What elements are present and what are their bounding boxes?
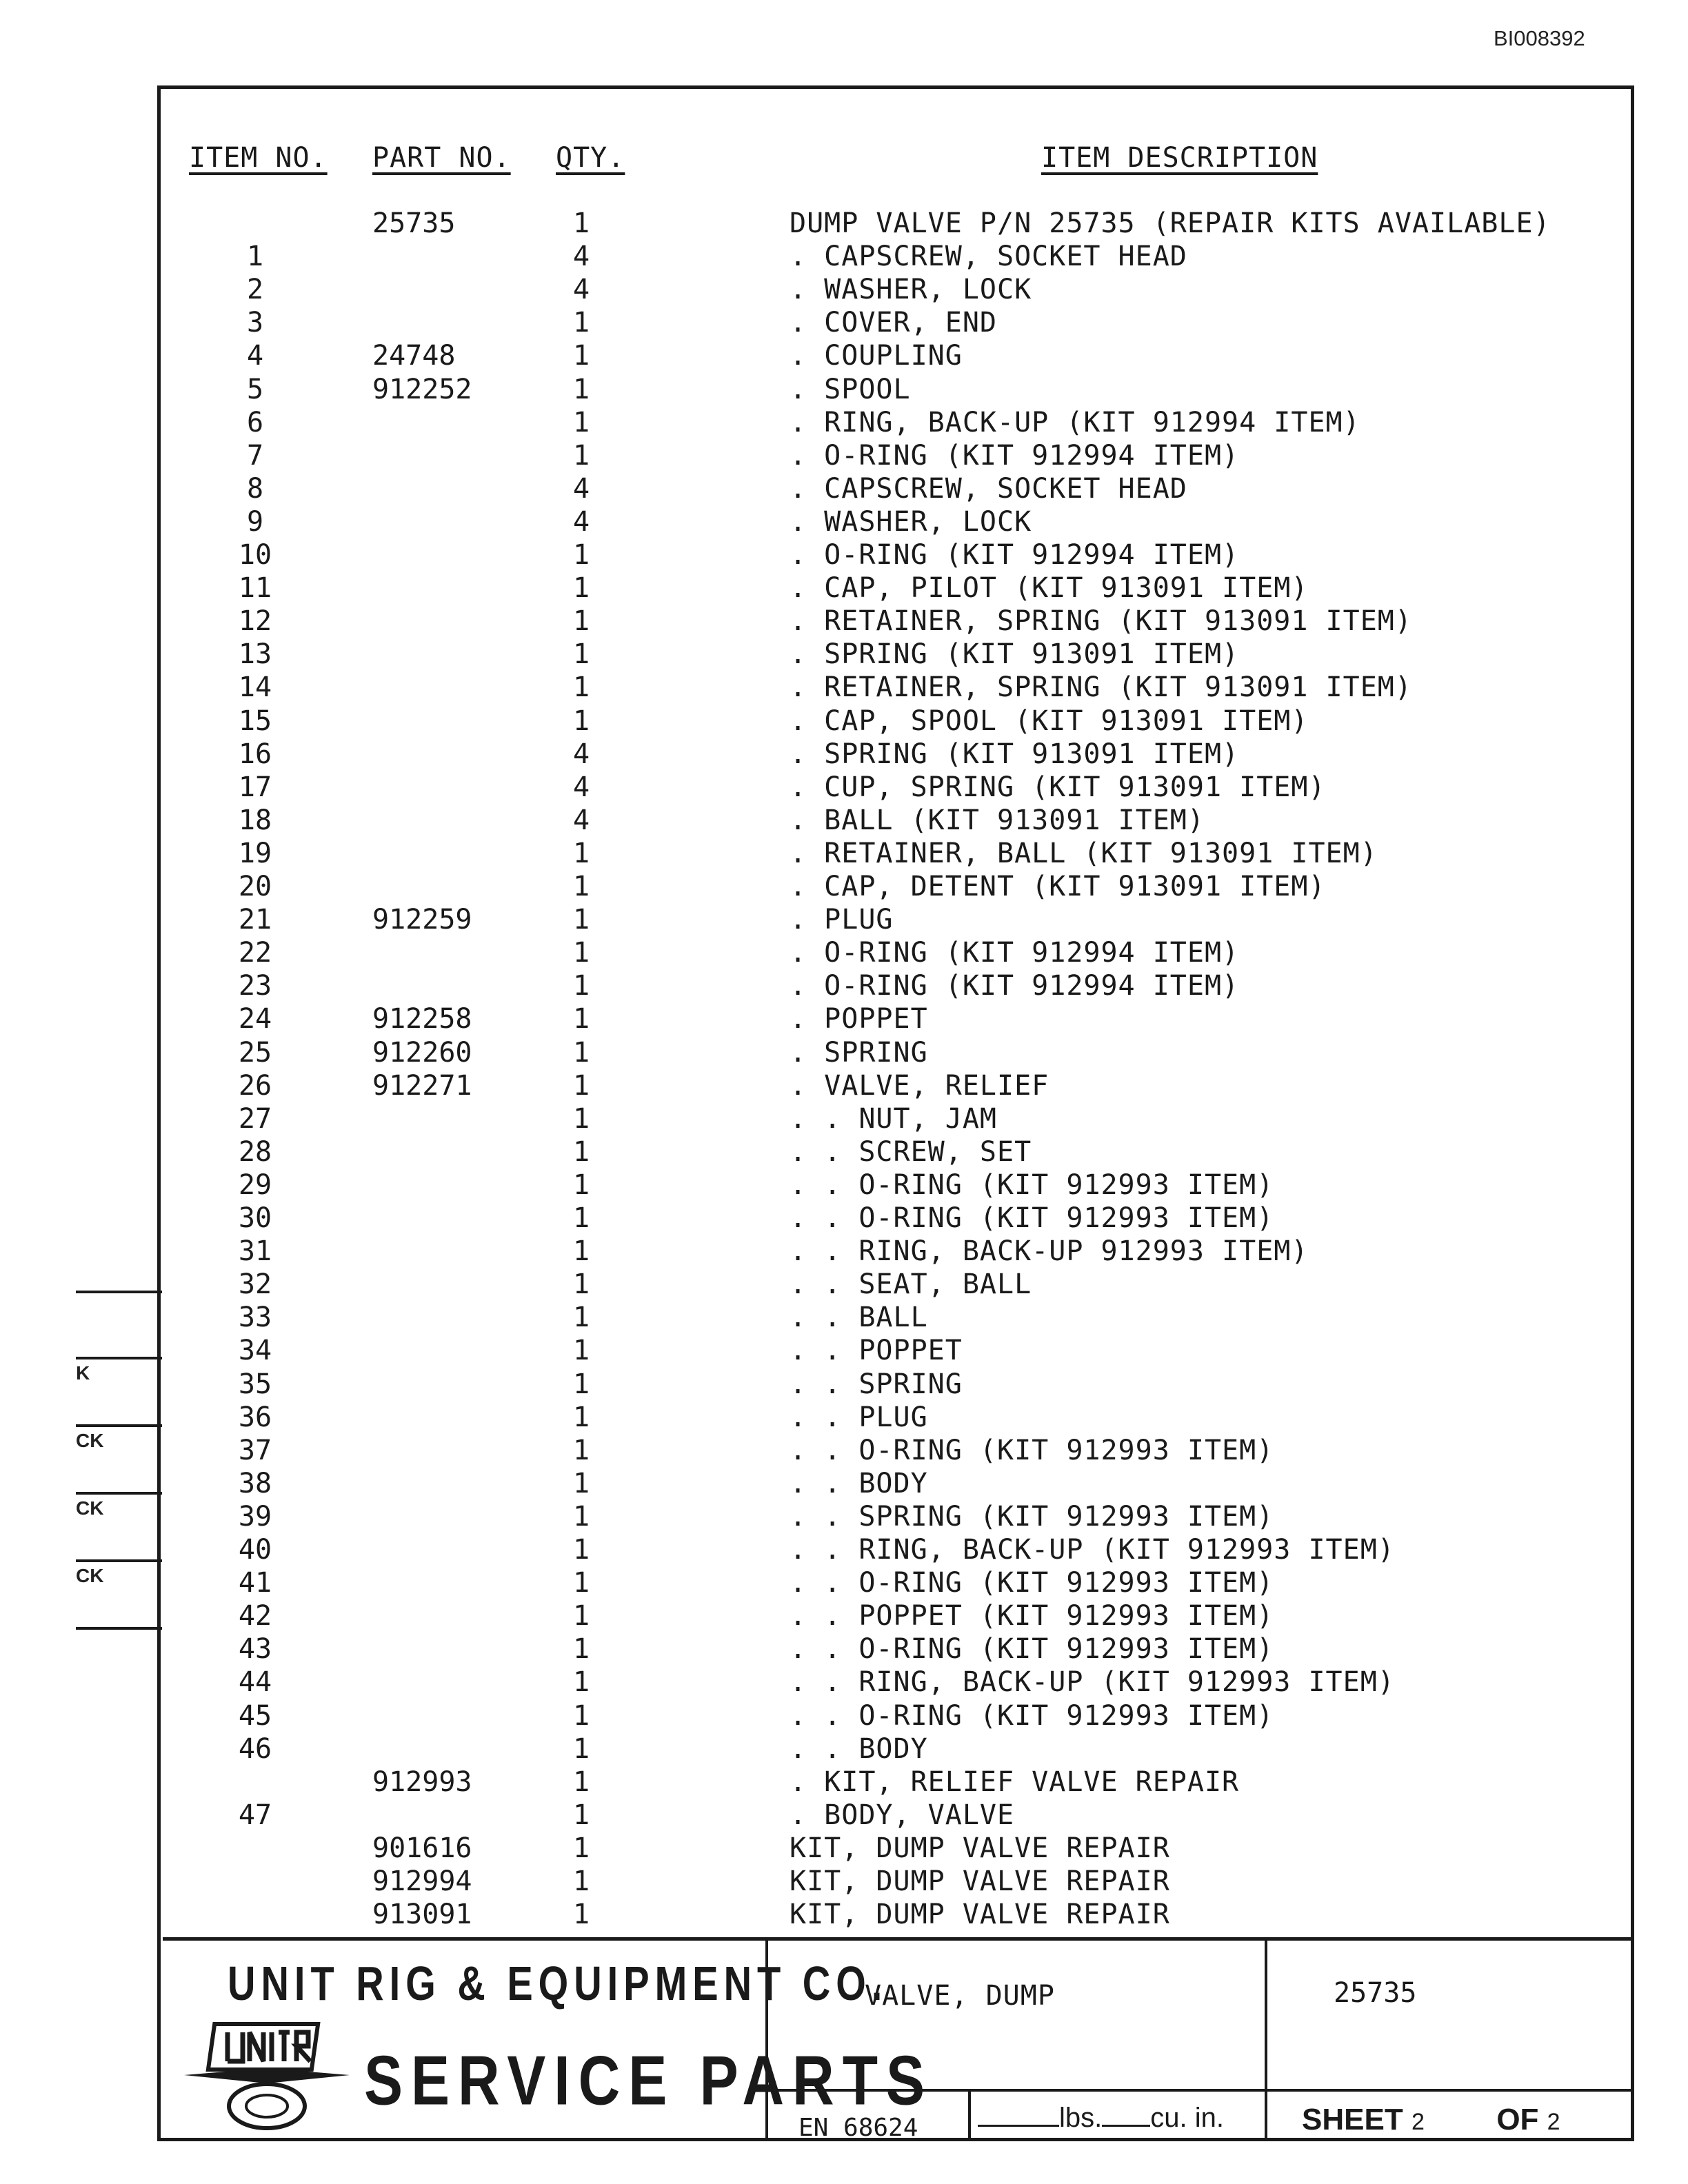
table-row xyxy=(0,870,1586,903)
quantity: 1 xyxy=(572,1501,590,1533)
table-row xyxy=(0,1898,1586,1931)
margin-mark: K xyxy=(76,1362,90,1384)
item-description: . RING, BACK-UP (KIT 912994 ITEM) xyxy=(790,407,1360,438)
item-number: 38 xyxy=(238,1468,272,1499)
quantity: 1 xyxy=(572,1633,590,1665)
quantity: 1 xyxy=(572,705,590,737)
of-label: OF xyxy=(1496,2103,1539,2136)
quantity: 4 xyxy=(572,771,590,803)
quantity: 1 xyxy=(572,1832,590,1864)
item-description: . CAP, PILOT (KIT 913091 ITEM) xyxy=(790,572,1309,604)
item-description: . . O-RING (KIT 912993 ITEM) xyxy=(790,1169,1274,1201)
item-description: . . NUT, JAM xyxy=(790,1103,997,1135)
margin-tick xyxy=(76,1627,162,1630)
quantity: 1 xyxy=(572,1799,590,1831)
item-number: 2 xyxy=(246,274,264,305)
part-number: 912994 xyxy=(372,1866,472,1897)
quantity: 1 xyxy=(572,1766,590,1798)
item-number: 45 xyxy=(238,1700,272,1732)
item-description: . . SCREW, SET xyxy=(790,1136,1032,1168)
quantity: 4 xyxy=(572,506,590,538)
quantity: 4 xyxy=(572,473,590,505)
sheet-info xyxy=(1302,2103,1560,2137)
quantity: 1 xyxy=(572,1899,590,1930)
table-row xyxy=(0,1500,1586,1533)
item-number: 42 xyxy=(238,1600,272,1632)
quantity: 1 xyxy=(572,1070,590,1102)
item-number: 43 xyxy=(238,1633,272,1665)
weight-volume-fields xyxy=(978,2103,1224,2134)
table-row xyxy=(0,505,1586,538)
item-description: KIT, DUMP VALVE REPAIR xyxy=(790,1832,1170,1864)
quantity: 1 xyxy=(572,1103,590,1135)
quantity: 1 xyxy=(572,1700,590,1732)
item-description: . . POPPET xyxy=(790,1335,963,1366)
item-description: . BALL (KIT 913091 ITEM) xyxy=(790,805,1205,836)
item-number: 21 xyxy=(238,904,272,936)
item-number: 37 xyxy=(238,1435,272,1466)
table-row xyxy=(0,373,1586,406)
item-description: . . SEAT, BALL xyxy=(790,1268,1032,1300)
item-number: 35 xyxy=(238,1368,272,1400)
item-description: . CUP, SPRING (KIT 913091 ITEM) xyxy=(790,771,1326,803)
header-part-no: PART NO. xyxy=(372,142,511,174)
quantity: 1 xyxy=(572,638,590,670)
item-description: . . POPPET (KIT 912993 ITEM) xyxy=(790,1600,1274,1632)
table-row xyxy=(0,240,1586,273)
item-number: 33 xyxy=(238,1302,272,1333)
margin-mark: CK xyxy=(76,1497,104,1519)
header-qty: QTY. xyxy=(556,142,625,174)
item-description: . . O-RING (KIT 912993 ITEM) xyxy=(790,1435,1274,1466)
item-description: . CAPSCREW, SOCKET HEAD xyxy=(790,473,1187,505)
sheet-label: SHEET xyxy=(1302,2103,1403,2136)
quantity: 1 xyxy=(572,340,590,372)
table-row xyxy=(0,1102,1586,1135)
item-description: . O-RING (KIT 912994 ITEM) xyxy=(790,539,1240,571)
quantity: 1 xyxy=(572,1202,590,1234)
header-item-description: ITEM DESCRIPTION xyxy=(1041,142,1318,174)
quantity: 1 xyxy=(572,407,590,438)
table-row xyxy=(0,1069,1586,1102)
item-number: 34 xyxy=(238,1335,272,1366)
item-description: . . PLUG xyxy=(790,1402,928,1433)
quantity: 1 xyxy=(572,1003,590,1035)
table-row xyxy=(0,1169,1586,1202)
margin-tick xyxy=(76,1559,162,1562)
item-description: . CAPSCREW, SOCKET HEAD xyxy=(790,241,1187,272)
item-description: . VALVE, RELIEF xyxy=(790,1070,1049,1102)
quantity: 4 xyxy=(572,738,590,770)
table-row xyxy=(0,1666,1586,1699)
quantity: 1 xyxy=(572,605,590,637)
table-row xyxy=(0,1566,1586,1599)
part-number: 901616 xyxy=(372,1832,472,1864)
quantity: 1 xyxy=(572,1268,590,1300)
item-number: 6 xyxy=(246,407,264,438)
item-description: . RETAINER, SPRING (KIT 913091 ITEM) xyxy=(790,671,1412,703)
item-description: . . RING, BACK-UP (KIT 912993 ITEM) xyxy=(790,1666,1395,1698)
margin-tick xyxy=(76,1357,162,1359)
part-number: 912993 xyxy=(372,1766,472,1798)
item-description: . SPRING (KIT 913091 ITEM) xyxy=(790,638,1240,670)
item-description: . . RING, BACK-UP (KIT 912993 ITEM) xyxy=(790,1534,1395,1566)
margin-tick xyxy=(76,1291,162,1293)
table-row xyxy=(0,1202,1586,1235)
header-item-no: ITEM NO. xyxy=(189,142,328,174)
item-description: DUMP VALVE P/N 25735 (REPAIR KITS AVAILABLE) xyxy=(790,208,1551,239)
cuin-label: cu. in. xyxy=(1150,2103,1224,2133)
item-number: 44 xyxy=(238,1666,272,1698)
quantity: 1 xyxy=(572,970,590,1002)
table-row xyxy=(0,1865,1586,1898)
table-row xyxy=(0,1467,1586,1500)
quantity: 1 xyxy=(572,1866,590,1897)
table-row xyxy=(0,936,1586,969)
table-row xyxy=(0,605,1586,638)
item-number: 22 xyxy=(238,937,272,969)
table-row xyxy=(0,472,1586,505)
quantity: 1 xyxy=(572,1666,590,1698)
quantity: 1 xyxy=(572,539,590,571)
item-number: 8 xyxy=(246,473,264,505)
quantity: 1 xyxy=(572,1302,590,1333)
table-row xyxy=(0,1401,1586,1434)
part-number: 912260 xyxy=(372,1037,472,1069)
item-number: 25 xyxy=(238,1037,272,1069)
quantity: 1 xyxy=(572,1169,590,1201)
item-description: . COVER, END xyxy=(790,307,997,338)
item-number: 46 xyxy=(238,1733,272,1765)
item-number: 14 xyxy=(238,671,272,703)
item-number: 9 xyxy=(246,506,264,538)
item-number: 28 xyxy=(238,1136,272,1168)
table-row xyxy=(0,903,1586,936)
table-row xyxy=(0,1135,1586,1169)
item-description: . BODY, VALVE xyxy=(790,1799,1015,1831)
item-description: KIT, DUMP VALVE REPAIR xyxy=(790,1866,1170,1897)
item-number: 41 xyxy=(238,1567,272,1599)
part-number: 913091 xyxy=(372,1899,472,1930)
table-row xyxy=(0,572,1586,605)
quantity: 1 xyxy=(572,1235,590,1267)
company-name: UNIT RIG & EQUIPMENT CO. xyxy=(228,1956,888,2010)
table-row xyxy=(0,804,1586,837)
item-number: 4 xyxy=(246,340,264,372)
quantity: 1 xyxy=(572,937,590,969)
table-row xyxy=(0,638,1586,671)
item-number: 26 xyxy=(238,1070,272,1102)
item-number: 27 xyxy=(238,1103,272,1135)
margin-mark: CK xyxy=(76,1565,104,1586)
table-row xyxy=(0,1334,1586,1367)
item-number: 1 xyxy=(246,241,264,272)
table-row xyxy=(0,1434,1586,1467)
quantity: 1 xyxy=(572,1037,590,1069)
item-number: 5 xyxy=(246,374,264,405)
item-number: 11 xyxy=(238,572,272,604)
quantity: 1 xyxy=(572,1567,590,1599)
item-description: . COUPLING xyxy=(790,340,963,372)
item-number: 16 xyxy=(238,738,272,770)
table-row xyxy=(0,1002,1586,1035)
quantity: 1 xyxy=(572,1402,590,1433)
quantity: 4 xyxy=(572,274,590,305)
item-description: KIT, DUMP VALVE REPAIR xyxy=(790,1899,1170,1930)
title-block-divider xyxy=(1265,1937,1267,2141)
quantity: 1 xyxy=(572,307,590,338)
item-number: 30 xyxy=(238,1202,272,1234)
table-row xyxy=(0,705,1586,738)
item-description: . CAP, DETENT (KIT 913091 ITEM) xyxy=(790,871,1326,902)
item-number: 15 xyxy=(238,705,272,737)
table-row xyxy=(0,738,1586,771)
quantity: 1 xyxy=(572,1534,590,1566)
item-number: 18 xyxy=(238,805,272,836)
part-number: 912271 xyxy=(372,1070,472,1102)
table-row xyxy=(0,837,1586,870)
total-sheets: 2 xyxy=(1547,2109,1560,2135)
item-description: . . O-RING (KIT 912993 ITEM) xyxy=(790,1633,1274,1665)
item-description: . . O-RING (KIT 912993 ITEM) xyxy=(790,1700,1274,1732)
item-description: . KIT, RELIEF VALVE REPAIR xyxy=(790,1766,1240,1798)
sheet-number: 2 xyxy=(1411,2109,1425,2135)
item-number: 23 xyxy=(238,970,272,1002)
table-row xyxy=(0,1301,1586,1334)
quantity: 1 xyxy=(572,671,590,703)
quantity: 1 xyxy=(572,374,590,405)
part-number: 912252 xyxy=(372,374,472,405)
table-row xyxy=(0,339,1586,372)
part-number: 25735 xyxy=(372,208,456,239)
table-row xyxy=(0,406,1586,439)
table-row xyxy=(0,1235,1586,1268)
table-row xyxy=(0,207,1586,240)
item-description: . RETAINER, SPRING (KIT 913091 ITEM) xyxy=(790,605,1412,637)
table-row xyxy=(0,1368,1586,1401)
table-row xyxy=(0,1533,1586,1566)
volume-blank xyxy=(1102,2125,1150,2127)
item-number: 36 xyxy=(238,1402,272,1433)
item-number: 10 xyxy=(238,539,272,571)
margin-tick xyxy=(76,1424,162,1427)
quantity: 1 xyxy=(572,904,590,936)
item-description: . CAP, SPOOL (KIT 913091 ITEM) xyxy=(790,705,1309,737)
item-number: 12 xyxy=(238,605,272,637)
table-row xyxy=(0,1599,1586,1632)
table-row xyxy=(0,1832,1586,1865)
item-description: . WASHER, LOCK xyxy=(790,274,1032,305)
lbs-label: lbs. xyxy=(1059,2103,1103,2133)
item-description: . O-RING (KIT 912994 ITEM) xyxy=(790,970,1240,1002)
drawing-part-number: 25735 xyxy=(1334,1977,1417,2009)
item-description: . . O-RING (KIT 912993 ITEM) xyxy=(790,1567,1274,1599)
table-row xyxy=(0,1766,1586,1799)
quantity: 1 xyxy=(572,1733,590,1765)
drawing-title: VALVE, DUMP xyxy=(865,1980,1055,2012)
item-description: . O-RING (KIT 912994 ITEM) xyxy=(790,937,1240,969)
item-description: . RETAINER, BALL (KIT 913091 ITEM) xyxy=(790,838,1378,869)
item-description: . SPOOL xyxy=(790,374,911,405)
table-row xyxy=(0,306,1586,339)
item-description: . POPPET xyxy=(790,1003,928,1035)
engineering-number: EN 68624 xyxy=(798,2114,918,2142)
table-row xyxy=(0,1268,1586,1301)
table-row xyxy=(0,1732,1586,1766)
item-number: 39 xyxy=(238,1501,272,1533)
item-description: . . BALL xyxy=(790,1302,928,1333)
item-description: . . RING, BACK-UP 912993 ITEM) xyxy=(790,1235,1309,1267)
item-number: 3 xyxy=(246,307,264,338)
quantity: 1 xyxy=(572,871,590,902)
item-number: 32 xyxy=(238,1268,272,1300)
table-row xyxy=(0,439,1586,472)
quantity: 1 xyxy=(572,1136,590,1168)
weight-blank xyxy=(978,2125,1059,2127)
item-description: . . O-RING (KIT 912993 ITEM) xyxy=(790,1202,1274,1234)
item-number: 29 xyxy=(238,1169,272,1201)
part-number: 912258 xyxy=(372,1003,472,1035)
table-row xyxy=(0,1799,1586,1832)
item-number: 7 xyxy=(246,440,264,472)
item-number: 31 xyxy=(238,1235,272,1267)
item-description: . SPRING (KIT 913091 ITEM) xyxy=(790,738,1240,770)
part-number: 912259 xyxy=(372,904,472,936)
unit-rig-logo xyxy=(181,2020,353,2137)
quantity: 1 xyxy=(572,440,590,472)
quantity: 1 xyxy=(572,1600,590,1632)
margin-mark: CK xyxy=(76,1430,104,1451)
table-row xyxy=(0,273,1586,306)
item-number: 24 xyxy=(238,1003,272,1035)
item-number: 19 xyxy=(238,838,272,869)
item-description: . . SPRING xyxy=(790,1368,963,1400)
table-row xyxy=(0,1699,1586,1732)
item-description: . SPRING xyxy=(790,1037,928,1069)
table-row xyxy=(0,1036,1586,1069)
table-row xyxy=(0,538,1586,572)
item-number: 13 xyxy=(238,638,272,670)
quantity: 1 xyxy=(572,1368,590,1400)
table-row xyxy=(0,671,1586,704)
quantity: 1 xyxy=(572,838,590,869)
quantity: 4 xyxy=(572,241,590,272)
quantity: 1 xyxy=(572,208,590,239)
item-number: 20 xyxy=(238,871,272,902)
quantity: 1 xyxy=(572,572,590,604)
item-number: 47 xyxy=(238,1799,272,1831)
item-description: . PLUG xyxy=(790,904,894,936)
service-parts-label: SERVICE PARTS xyxy=(364,2041,934,2119)
table-row xyxy=(0,1632,1586,1666)
quantity: 1 xyxy=(572,1335,590,1366)
title-block-divider xyxy=(968,2089,971,2141)
item-description: . . BODY xyxy=(790,1733,928,1765)
table-row xyxy=(0,771,1586,804)
quantity: 1 xyxy=(572,1468,590,1499)
document-id: BI008392 xyxy=(1494,26,1585,50)
item-number: 17 xyxy=(238,771,272,803)
item-description: . O-RING (KIT 912994 ITEM) xyxy=(790,440,1240,472)
margin-tick xyxy=(76,1492,162,1495)
part-number: 24748 xyxy=(372,340,456,372)
table-row xyxy=(0,969,1586,1002)
item-description: . . SPRING (KIT 912993 ITEM) xyxy=(790,1501,1274,1533)
quantity: 1 xyxy=(572,1435,590,1466)
item-description: . WASHER, LOCK xyxy=(790,506,1032,538)
item-description: . . BODY xyxy=(790,1468,928,1499)
item-number: 40 xyxy=(238,1534,272,1566)
quantity: 4 xyxy=(572,805,590,836)
